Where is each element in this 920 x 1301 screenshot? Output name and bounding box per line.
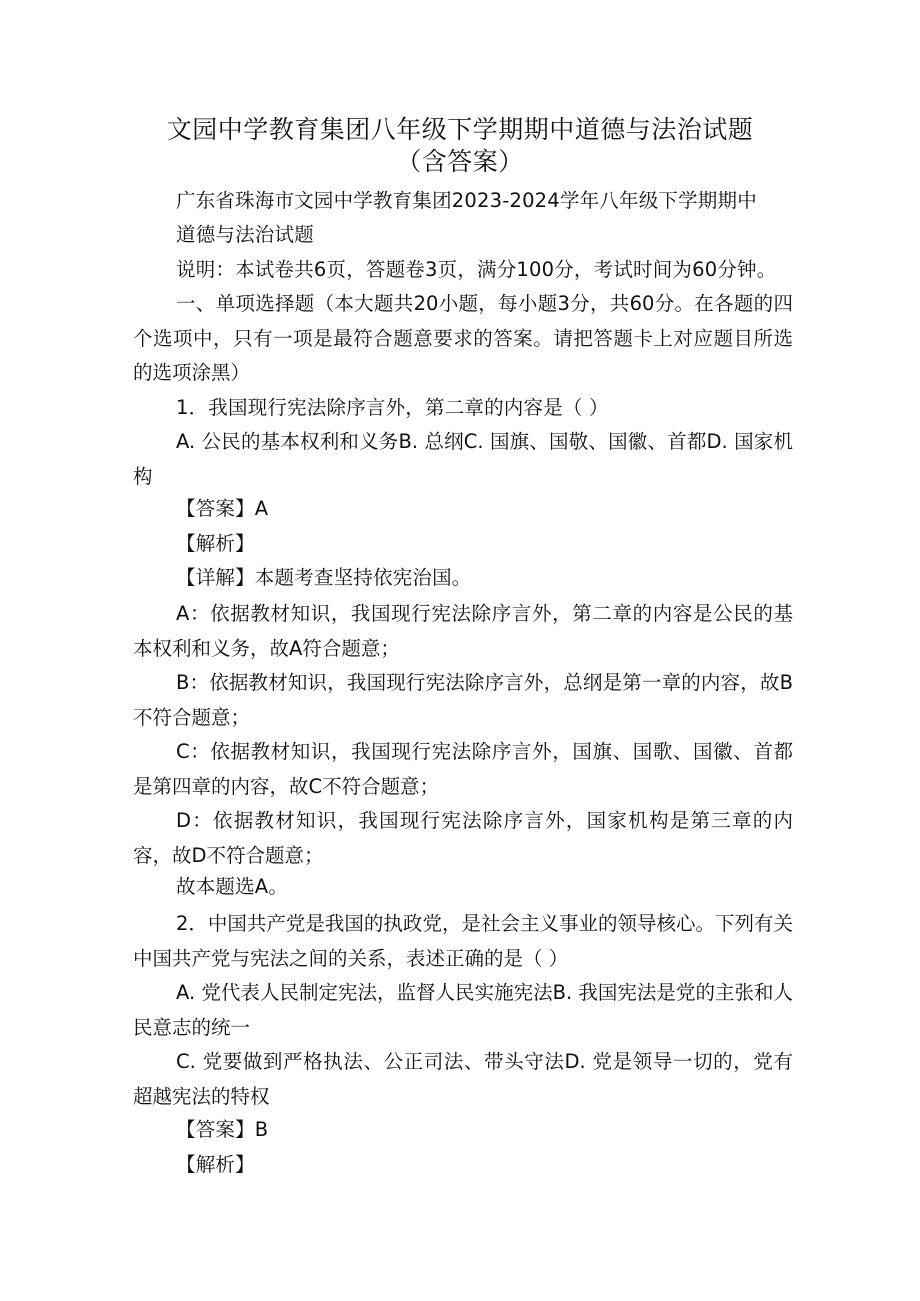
question-1-stem: 1．我国现行宪法除序言外，第二章的内容是（ ） (176, 396, 609, 419)
subtitle-line-2: 道德与法治试题 (176, 223, 314, 246)
question-1-explanation-d: D：依据教材知识，我国现行宪法除序言外，国家机构是第三章的内容，故D不符合题意； (133, 809, 793, 867)
question-1-detail: 【详解】本题考查坚持依宪治国。 (176, 566, 472, 589)
question-2-stem: 2．中国共产党是我国的执政党，是社会主义事业的领导核心。下列有关中国共产党与宪法之间的关系，表述正确的是（ ） (133, 912, 793, 970)
section-heading-single-choice: 一、单项选择题（本大题共20小题，每小题3分，共60分。在各题的四个选项中，只有一项是最符合题意要求的答案。请把答题卡上对应题目所选的选项涂黑） (133, 292, 793, 384)
question-2-options-ab: A. 党代表人民制定宪法，监督人民实施宪法B. 我国宪法是党的主张和人民意志的统一 (133, 981, 793, 1039)
question-1-analysis-label: 【解析】 (176, 532, 255, 555)
subtitle-line-1: 广东省珠海市文园中学教育集团2023-2024学年八年级下学期期中 (176, 189, 757, 212)
question-1-explanation-c: C：依据教材知识，我国现行宪法除序言外，国旗、国歌、国徽、首都是第四章的内容，故C不符合题意； (133, 740, 793, 798)
question-1-answer: 【答案】A (176, 497, 269, 520)
document-title-line-2: （含答案） (396, 147, 524, 176)
question-2-answer: 【答案】B (176, 1118, 269, 1141)
question-1-explanation-a: A：依据教材知识，我国现行宪法除序言外，第二章的内容是公民的基本权利和义务，故A符合题意； (133, 602, 793, 660)
document-title-line-1: 文园中学教育集团八年级下学期期中道德与法治试题 (166, 115, 754, 144)
question-1-conclusion: 故本题选A。 (176, 875, 289, 898)
question-2-analysis-label: 【解析】 (176, 1153, 255, 1176)
question-1-explanation-b: B：依据教材知识，我国现行宪法除序言外，总纲是第一章的内容，故B不符合题意； (133, 671, 793, 729)
exam-instructions: 说明：本试卷共6页，答题卷3页，满分100分，考试时间为60分钟。 (176, 258, 777, 281)
question-1-options: A. 公民的基本权利和义务B. 总纲C. 国旗、国敬、国徽、首都D. 国家机构 (133, 430, 793, 488)
question-2-options-cd: C. 党要做到严格执法、公正司法、带头守法D. 党是领导一切的，党有超越宪法的特权 (133, 1050, 793, 1108)
